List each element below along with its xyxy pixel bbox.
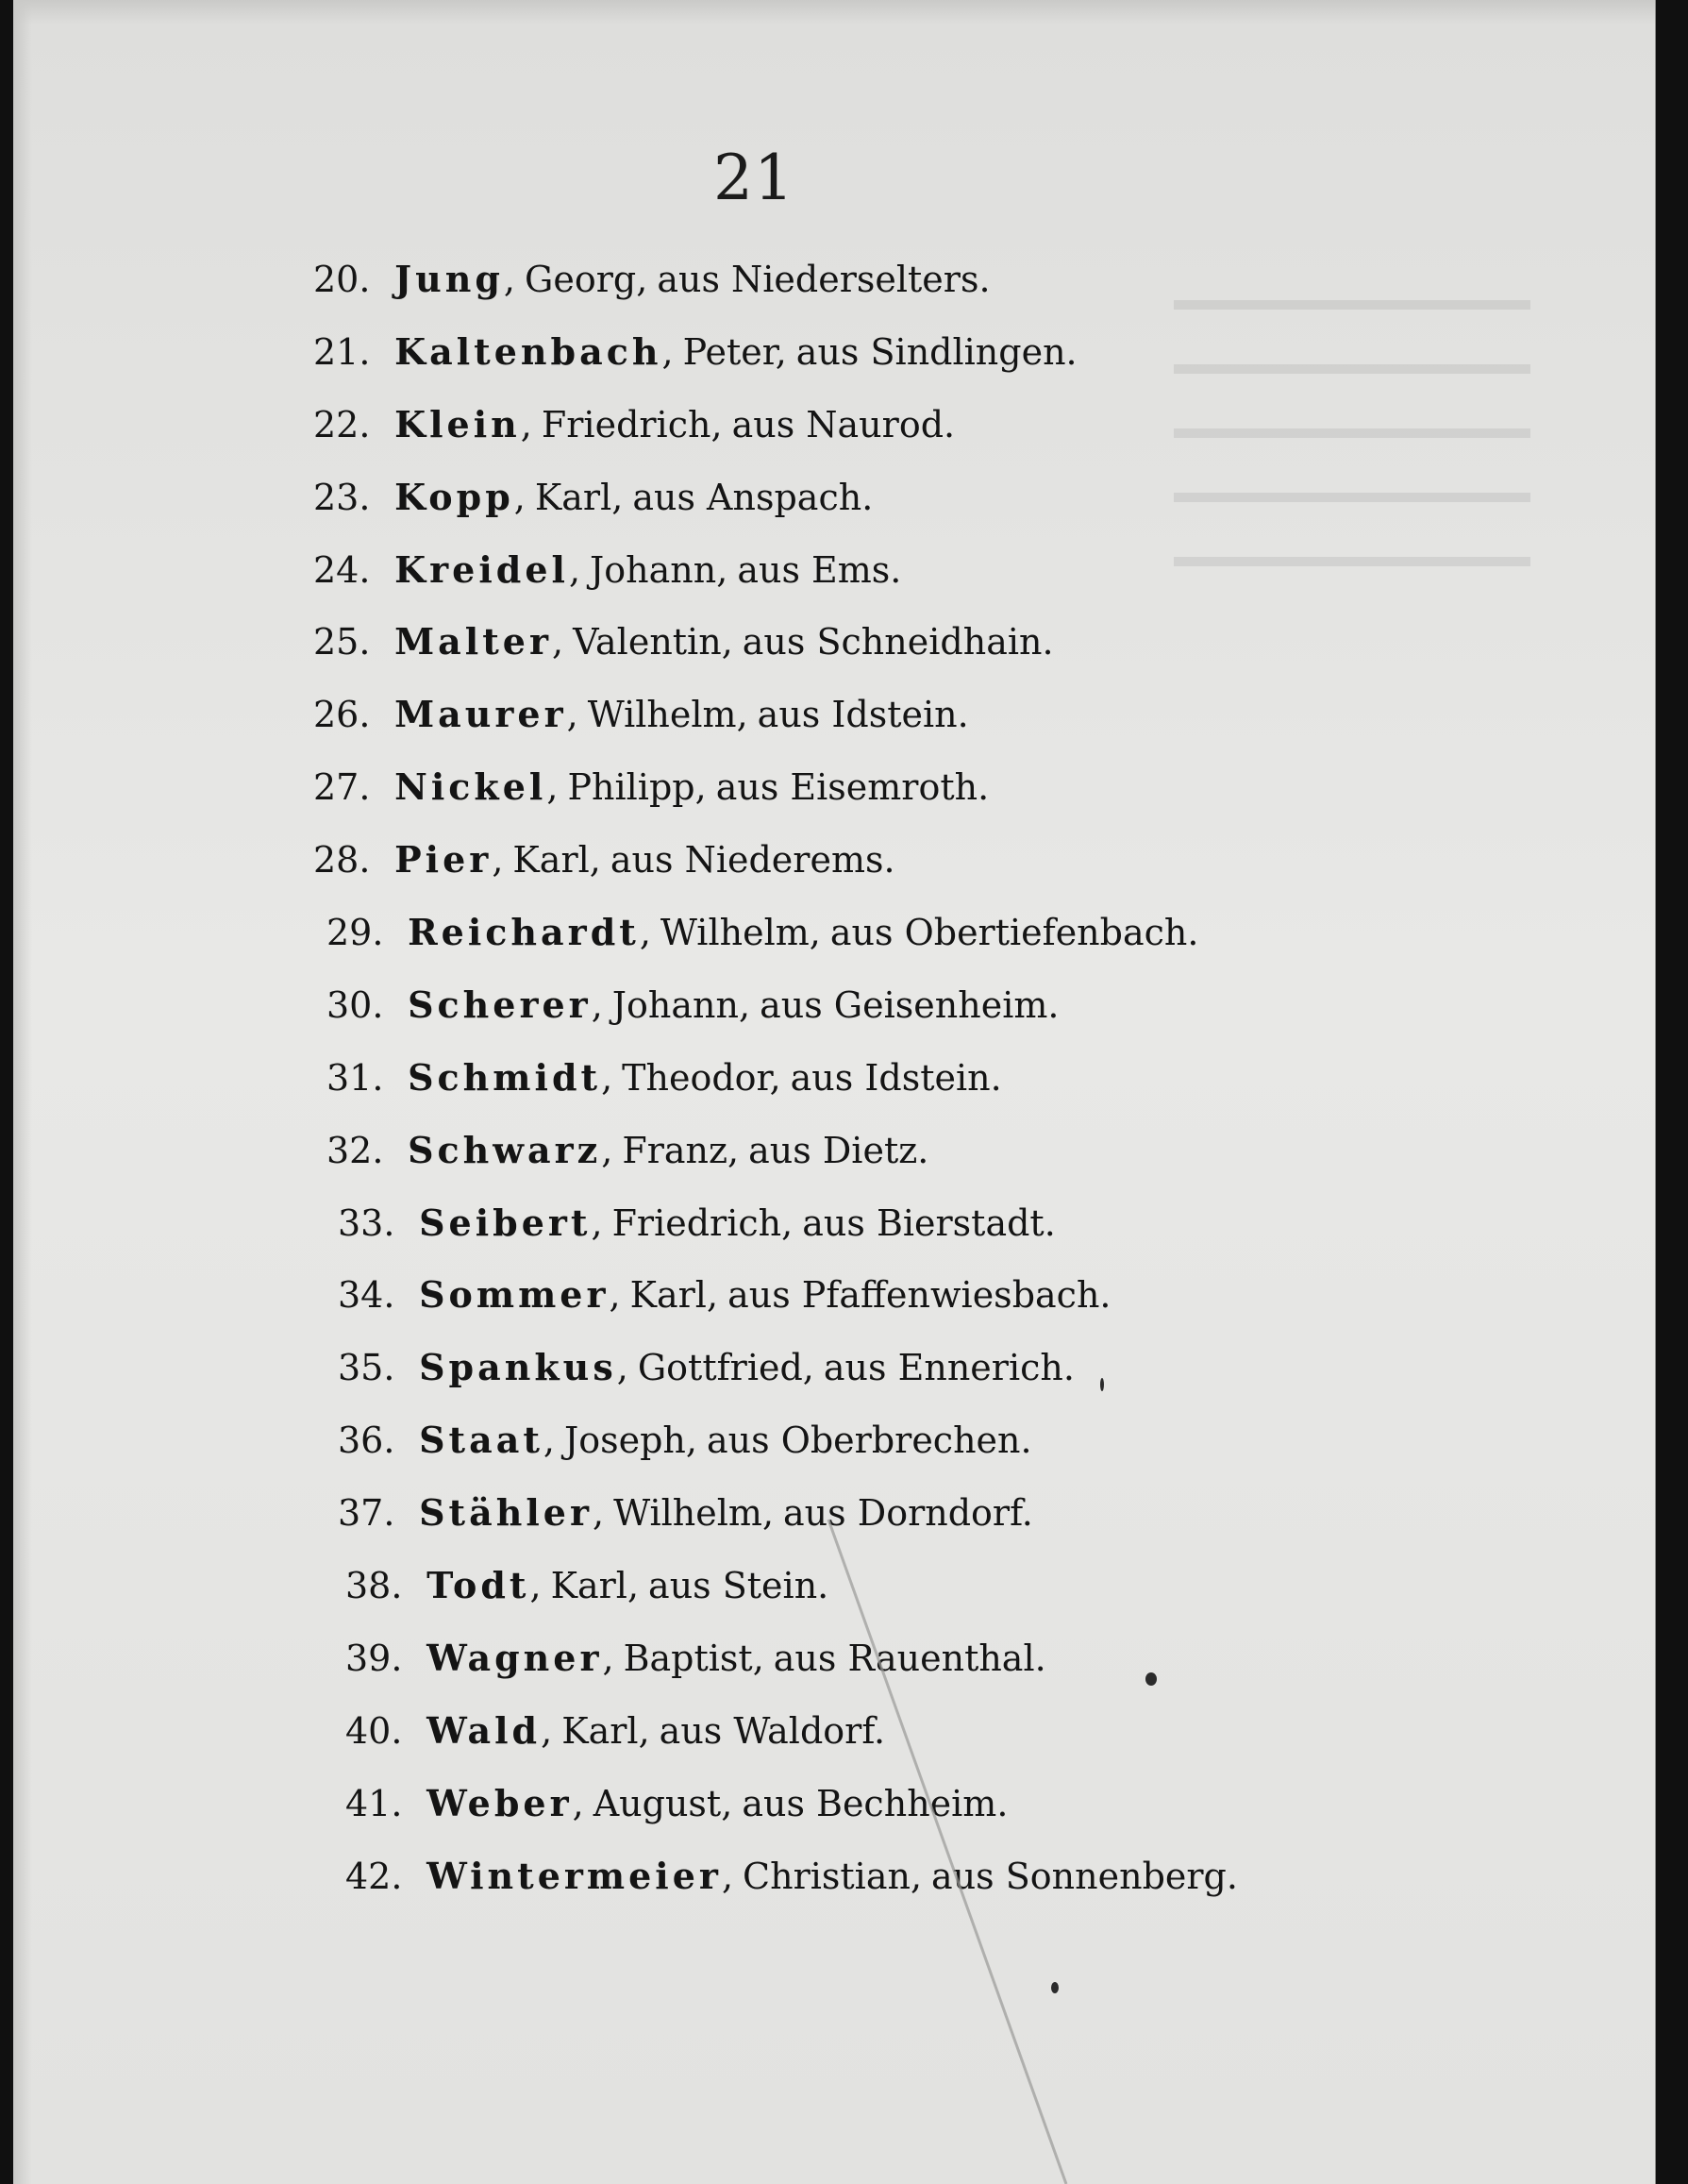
entry-given-name: Valentin xyxy=(573,621,722,664)
entry-surname: Sommer xyxy=(419,1273,610,1317)
entry-given-name: Wilhelm xyxy=(587,694,737,736)
comma-separator: , xyxy=(769,1056,781,1099)
entry-surname: Kreidel xyxy=(394,547,569,591)
entry-place: aus Naurod. xyxy=(731,403,956,445)
entry-given-name: Peter xyxy=(682,330,776,373)
entry-place: aus Obertiefenbach. xyxy=(829,912,1199,954)
entry-place: aus Bechheim. xyxy=(742,1782,1009,1824)
entry-number: 38. xyxy=(345,1565,403,1607)
entry-number: 34. xyxy=(338,1274,395,1317)
entry-given-name: Karl xyxy=(629,1274,707,1317)
comma-separator: , xyxy=(727,1129,740,1171)
entry-surname: Wintermeier xyxy=(426,1854,722,1897)
entry-number: 24. xyxy=(313,548,371,591)
comma-separator: , xyxy=(541,1709,553,1752)
comma-separator: , xyxy=(716,548,728,591)
entry-number: 41. xyxy=(345,1782,403,1824)
comma-separator: , xyxy=(639,912,651,954)
entry-number: 32. xyxy=(326,1129,384,1171)
entry-place: aus Stein. xyxy=(648,1565,829,1607)
entry-place: aus Pfaffenwiesbach. xyxy=(727,1274,1111,1317)
entry-place: aus Rauenthal. xyxy=(773,1637,1046,1679)
comma-separator: , xyxy=(551,621,564,664)
entry-place: aus Anspach. xyxy=(632,476,874,518)
entry-number: 28. xyxy=(313,839,371,882)
entry-surname: Schmidt xyxy=(408,1055,602,1099)
comma-separator: , xyxy=(591,983,603,1026)
entry-given-name: August xyxy=(593,1782,722,1824)
entry-surname: Jung xyxy=(394,258,504,300)
comma-separator: , xyxy=(616,1347,628,1389)
comma-separator: , xyxy=(589,839,601,882)
entry-number: 31. xyxy=(326,1056,384,1099)
entry-surname: Spankus xyxy=(419,1346,617,1389)
entry-surname: Scherer xyxy=(408,983,592,1026)
comma-separator: , xyxy=(609,1274,621,1317)
entry-place: aus Dorndorf. xyxy=(783,1492,1033,1535)
entry-place: aus Idstein. xyxy=(790,1056,1002,1099)
entry-surname: Pier xyxy=(394,838,493,882)
entry-given-name: Wilhelm xyxy=(613,1492,762,1535)
comma-separator: , xyxy=(736,694,748,736)
entry-surname: Wald xyxy=(426,1708,542,1752)
entry-surname: Seibert xyxy=(419,1201,592,1244)
entry-surname: Kaltenbach xyxy=(394,329,662,373)
comma-separator: , xyxy=(611,476,624,518)
entry-given-name: Philipp xyxy=(567,766,695,809)
entry-number: 33. xyxy=(338,1201,395,1244)
entry-place: aus Niederselters. xyxy=(657,259,991,300)
comma-separator: , xyxy=(721,621,733,664)
entry-number: 29. xyxy=(326,912,384,954)
entry-place: aus Sindlingen. xyxy=(795,330,1078,373)
entry-given-name: Baptist xyxy=(623,1637,753,1679)
comma-separator: , xyxy=(602,1637,614,1679)
comma-separator: , xyxy=(627,1565,640,1607)
entry-number: 30. xyxy=(326,983,384,1026)
entry-number: 39. xyxy=(345,1637,403,1679)
comma-separator: , xyxy=(568,548,581,591)
comma-separator: , xyxy=(572,1782,584,1824)
entry-surname: Reichardt xyxy=(408,911,640,954)
comma-separator: , xyxy=(546,766,559,809)
entry-place: aus Ems. xyxy=(737,548,902,591)
entry-number: 25. xyxy=(313,621,371,664)
comma-separator: , xyxy=(694,766,707,809)
comma-separator: , xyxy=(721,1782,733,1824)
comma-separator: , xyxy=(738,983,751,1026)
entry-place: aus Schneidhain. xyxy=(742,621,1054,664)
entry-given-name: Franz xyxy=(622,1129,728,1171)
comma-separator: , xyxy=(910,1855,923,1897)
entry-given-name: Theodor xyxy=(622,1056,770,1099)
comma-separator: , xyxy=(520,403,532,445)
entry-number: 22. xyxy=(313,403,371,445)
comma-separator: , xyxy=(513,476,526,518)
comma-separator: , xyxy=(566,694,578,736)
entry-place: aus Niederems. xyxy=(610,839,895,882)
entry-given-name: Karl xyxy=(534,476,612,518)
page-number: 21 xyxy=(713,142,794,214)
comma-separator: , xyxy=(601,1129,613,1171)
entry-number: 42. xyxy=(345,1855,403,1897)
entry-given-name: Gottfried xyxy=(637,1347,803,1389)
entry-surname: Kopp xyxy=(394,475,514,518)
entry-given-name: Friedrich xyxy=(541,403,711,445)
comma-separator: , xyxy=(752,1637,764,1679)
entry-given-name: Wilhelm xyxy=(660,912,810,954)
comma-separator: , xyxy=(592,1492,605,1535)
entry-place: aus Ennerich. xyxy=(823,1347,1075,1389)
entry-surname: Nickel xyxy=(394,765,547,809)
entry-given-name: Karl xyxy=(512,839,590,882)
comma-separator: , xyxy=(636,259,648,300)
entry-surname: Todt xyxy=(426,1564,530,1607)
entry-number: 26. xyxy=(313,694,371,736)
entry-surname: Weber xyxy=(426,1781,573,1824)
comma-separator: , xyxy=(492,839,504,882)
entry-given-name: Johann xyxy=(611,983,739,1026)
entry-number: 37. xyxy=(338,1492,395,1535)
entry-place: aus Idstein. xyxy=(757,694,969,736)
entry-place: aus Oberbrechen. xyxy=(706,1420,1032,1462)
comma-separator: , xyxy=(761,1492,775,1535)
entry-place: aus Dietz. xyxy=(748,1129,929,1171)
comma-separator: , xyxy=(543,1420,555,1462)
comma-separator: , xyxy=(721,1855,734,1897)
entry-given-name: Karl xyxy=(550,1565,627,1607)
comma-separator: , xyxy=(601,1056,613,1099)
comma-separator: , xyxy=(638,1709,650,1752)
entry-place: aus Geisenheim. xyxy=(760,983,1060,1026)
entry-number: 36. xyxy=(338,1420,395,1462)
entry-given-name: Joseph xyxy=(563,1420,686,1462)
comma-separator: , xyxy=(775,330,787,373)
entry-number: 35. xyxy=(338,1347,395,1389)
comma-separator: , xyxy=(710,403,723,445)
comma-separator: , xyxy=(809,912,821,954)
entry-given-name: Christian xyxy=(743,1855,911,1897)
entry-number: 21. xyxy=(313,330,371,373)
comma-separator: , xyxy=(661,330,674,373)
entry-surname: Malter xyxy=(394,620,552,664)
entry-given-name: Johann xyxy=(590,548,717,591)
entry-surname: Klein xyxy=(394,402,521,445)
entry-surname: Wagner xyxy=(426,1636,603,1679)
comma-separator: , xyxy=(591,1201,603,1244)
entry-surname: Stähler xyxy=(419,1491,593,1535)
entry-given-name: Georg xyxy=(525,259,637,300)
entry-surname: Schwarz xyxy=(408,1128,602,1171)
entry-number: 20. xyxy=(313,259,371,300)
comma-separator: , xyxy=(529,1565,542,1607)
entry-number: 23. xyxy=(313,476,371,518)
comma-separator: , xyxy=(706,1274,719,1317)
comma-separator: , xyxy=(781,1201,794,1244)
entry-place: aus Bierstadt. xyxy=(802,1201,1056,1244)
entry-given-name: Karl xyxy=(561,1709,639,1752)
entry-number: 40. xyxy=(345,1709,403,1752)
entry-surname: Maurer xyxy=(394,693,567,736)
entry-place: aus Sonnenberg. xyxy=(931,1855,1238,1897)
comma-separator: , xyxy=(802,1347,814,1389)
entry-place: aus Eisemroth. xyxy=(715,766,990,809)
entry-place: aus Waldorf. xyxy=(659,1709,886,1752)
entry-number: 27. xyxy=(313,766,371,809)
comma-separator: , xyxy=(685,1420,697,1462)
entry-surname: Staat xyxy=(419,1419,543,1462)
entry-given-name: Friedrich xyxy=(611,1201,782,1244)
comma-separator: , xyxy=(503,259,515,300)
